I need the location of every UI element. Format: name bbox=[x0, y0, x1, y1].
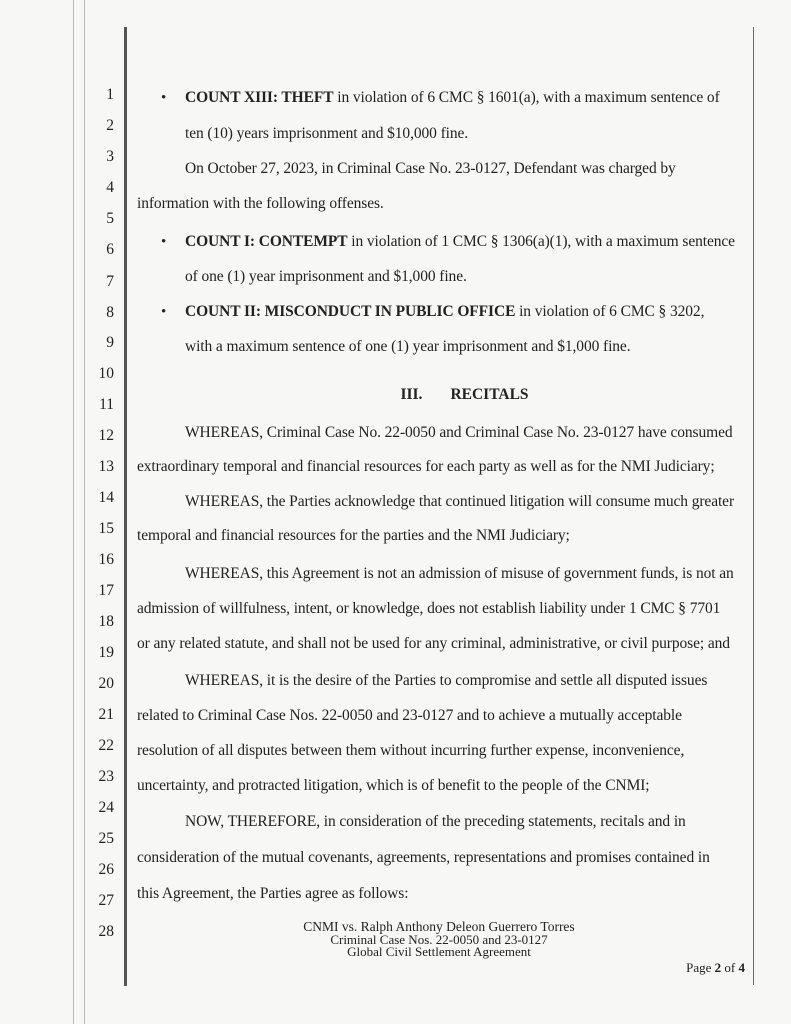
page-of: of bbox=[721, 960, 739, 975]
recital-line: this Agreement, the Parties agree as follows: bbox=[137, 885, 409, 902]
count-description: in violation of 6 CMC § 1601(a), with a maximum sentence of bbox=[333, 89, 720, 106]
count-description: in violation of 6 CMC § 3202, bbox=[515, 303, 705, 320]
line-number: 22 bbox=[98, 737, 114, 754]
bullet-icon: • bbox=[161, 234, 167, 250]
count-text-line: with a maximum sentence of one (1) year imprisonment and $1,000 fine. bbox=[185, 338, 631, 355]
pleading-rule-left bbox=[124, 27, 127, 986]
recital-line: WHEREAS, this Agreement is not an admission of misuse of government funds, is not an bbox=[185, 565, 734, 582]
bullet-icon: • bbox=[161, 304, 167, 320]
line-number: 26 bbox=[98, 861, 114, 878]
recital-line: WHEREAS, it is the desire of the Parties to compromise and settle all disputed issues bbox=[185, 672, 708, 689]
section-heading bbox=[69, 386, 791, 404]
count-label: COUNT II: MISCONDUCT IN PUBLIC OFFICE bbox=[185, 303, 516, 320]
line-number: 13 bbox=[98, 458, 114, 475]
recital-line: admission of willfulness, intent, or knowledge, does not establish liability under 1 CMC § 7701 bbox=[137, 600, 721, 617]
line-number: 19 bbox=[98, 644, 114, 661]
line-number: 25 bbox=[98, 830, 114, 847]
line-number: 12 bbox=[98, 427, 114, 444]
count-text-line bbox=[185, 233, 735, 251]
recital-line: or any related statute, and shall not be used for any criminal, administrative, or civil purpose; and bbox=[137, 635, 730, 652]
recital-line: temporal and financial resources for the parties and the NMI Judiciary; bbox=[137, 527, 570, 544]
count-text-line: ten (10) years imprisonment and $10,000 fine. bbox=[185, 125, 469, 142]
line-number: 24 bbox=[98, 799, 114, 816]
margin-rule-outer bbox=[73, 0, 74, 1024]
line-number: 2 bbox=[106, 117, 114, 134]
line-number: 16 bbox=[98, 551, 114, 568]
recital-line: uncertainty, and protracted litigation, which is of benefit to the people of the CNMI; bbox=[137, 777, 650, 794]
count-label: COUNT I: CONTEMPT bbox=[185, 233, 348, 250]
line-number: 3 bbox=[106, 148, 114, 165]
paragraph-line: information with the following offenses. bbox=[137, 195, 384, 212]
line-number: 27 bbox=[98, 892, 114, 909]
count-description: in violation of 1 CMC § 1306(a)(1), with a maximum sentence bbox=[347, 233, 735, 250]
count-text-line bbox=[185, 89, 720, 107]
margin-rule-inner bbox=[84, 0, 85, 1024]
page-total: 4 bbox=[738, 960, 745, 975]
pleading-rule-right bbox=[753, 27, 754, 985]
recital-line: NOW, THEREFORE, in consideration of the preceding statements, recitals and in bbox=[185, 813, 686, 830]
line-number: 6 bbox=[106, 241, 114, 258]
footer-case-title: CNMI vs. Ralph Anthony Deleon Guerrero Torres bbox=[303, 919, 575, 934]
count-text-line bbox=[185, 303, 704, 321]
section-number: III. bbox=[400, 386, 423, 403]
recital-line: WHEREAS, Criminal Case No. 22-0050 and Criminal Case No. 23-0127 have consumed bbox=[185, 424, 733, 441]
footer-doc-title: Global Civil Settlement Agreement bbox=[347, 944, 531, 959]
line-number: 5 bbox=[106, 210, 114, 227]
line-number: 9 bbox=[106, 334, 114, 351]
line-number: 15 bbox=[98, 520, 114, 537]
count-text-line: of one (1) year imprisonment and $1,000 fine. bbox=[185, 268, 467, 285]
recital-line: WHEREAS, the Parties acknowledge that continued litigation will consume much greater bbox=[185, 493, 735, 510]
footer-case-numbers: Criminal Case Nos. 22-0050 and 23-0127 bbox=[330, 932, 548, 947]
paragraph-line: On October 27, 2023, in Criminal Case No. 23-0127, Defendant was charged by bbox=[185, 160, 676, 177]
line-number: 28 bbox=[98, 923, 114, 940]
count-label: COUNT XIII: THEFT bbox=[185, 89, 334, 106]
page-number bbox=[686, 960, 745, 976]
line-number: 18 bbox=[98, 613, 114, 630]
line-number: 20 bbox=[98, 675, 114, 692]
page-prefix: Page bbox=[686, 960, 715, 975]
line-number: 21 bbox=[98, 706, 114, 723]
section-title: RECITALS bbox=[450, 386, 529, 403]
line-number: 17 bbox=[98, 582, 114, 599]
line-number: 14 bbox=[98, 489, 114, 506]
recital-line: related to Criminal Case Nos. 22-0050 and 23-0127 and to achieve a mutually acceptable bbox=[137, 707, 682, 724]
line-number: 11 bbox=[99, 396, 114, 413]
recital-line: consideration of the mutual covenants, agreements, representations and promises contained in bbox=[137, 849, 710, 866]
line-number: 23 bbox=[98, 768, 114, 785]
bullet-icon: • bbox=[161, 90, 167, 106]
line-number: 4 bbox=[106, 179, 114, 196]
line-number: 10 bbox=[98, 365, 114, 382]
line-number: 7 bbox=[106, 273, 114, 290]
recital-line: extraordinary temporal and financial resources for each party as well as for the NMI Judiciary; bbox=[137, 458, 715, 475]
page-current: 2 bbox=[714, 960, 722, 975]
line-number: 1 bbox=[106, 86, 114, 103]
line-number: 8 bbox=[106, 304, 114, 321]
recital-line: resolution of all disputes between them without incurring further expense, inconvenience, bbox=[137, 742, 685, 759]
